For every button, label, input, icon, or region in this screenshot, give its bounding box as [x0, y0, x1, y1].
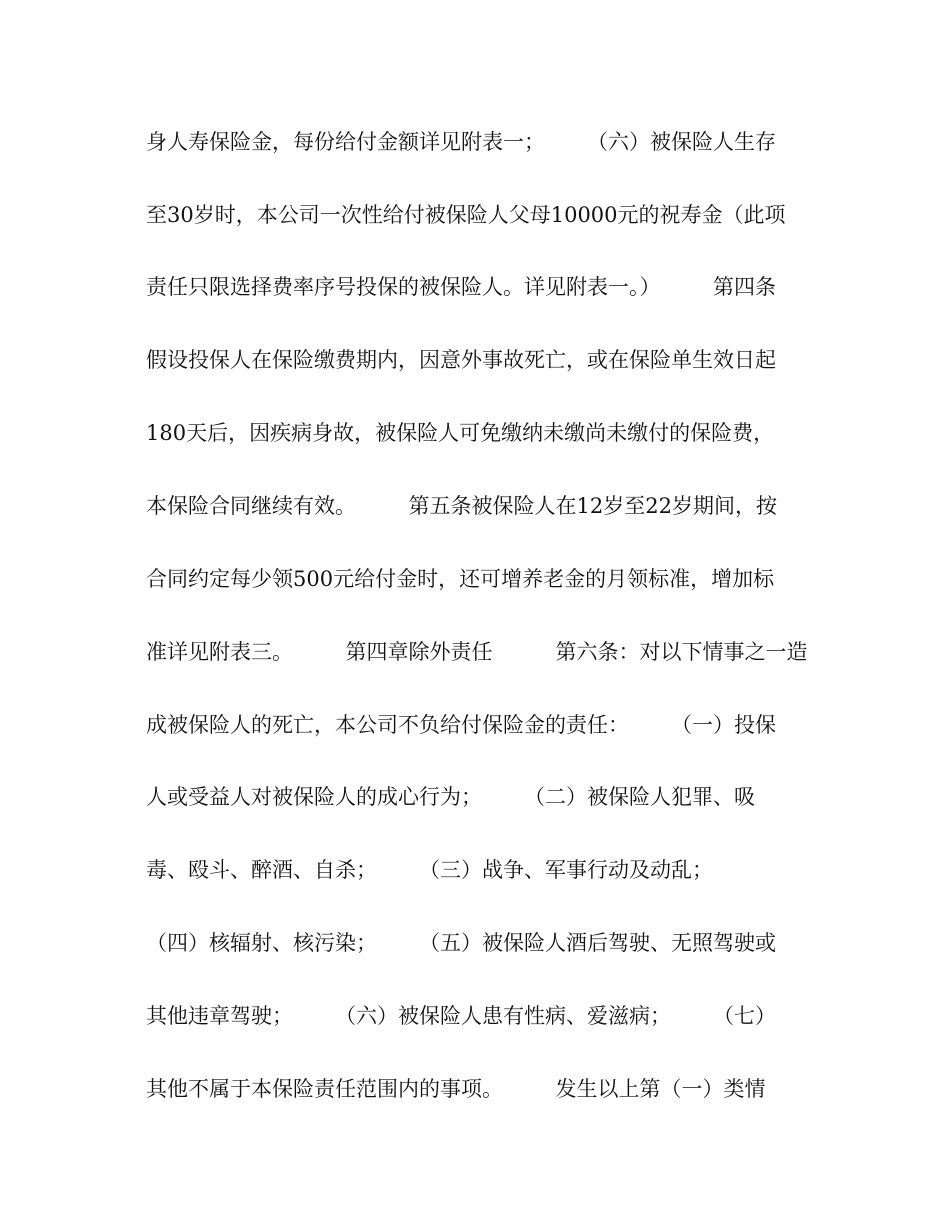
text-line: 合同约定每少领500元给付金时，还可增养老金的月领标准，增加标 — [146, 567, 775, 591]
text-line: 假设投保人在保险缴费期内，因意外事故死亡，或在保险单生效日起 — [146, 348, 776, 372]
text-line: 责任只限选择费率序号投保的被保险人。详见附表一。） 第四条 — [146, 275, 776, 299]
text-line: 毒、殴斗、醉酒、自杀； （三）战争、军事行动及动乱； — [146, 858, 713, 882]
text-line: 成被保险人的死亡，本公司不负给付保险金的责任： （一）投保 — [146, 713, 776, 737]
text-line: 身人寿保险金，每份给付金额详见附表一； （六）被保险人生存 — [146, 130, 776, 154]
text-line: 本保险合同继续有效。 第五条被保险人在12岁至22岁期间，按 — [146, 494, 777, 518]
text-line: 至30岁时，本公司一次性给付被保险人父母10000元的祝寿金（此项 — [146, 203, 786, 227]
text-line: 人或受益人对被保险人的成心行为； （二）被保险人犯罪、吸 — [146, 785, 755, 809]
text-line: （四）核辐射、核污染； （五）被保险人酒后驾驶、无照驾驶或 — [146, 931, 776, 955]
text-line: 180天后，因疾病身故，被保险人可免缴纳未缴尚未缴付的保险费， — [146, 421, 775, 445]
text-line: 准详见附表三。 第四章除外责任 第六条：对以下情事之一造 — [146, 640, 808, 664]
text-line: 其他不属于本保险责任范围内的事项。 发生以上第（一）类情 — [146, 1077, 766, 1101]
text-line: 其他违章驾驶； （六）被保险人患有性病、爱滋病； （七） — [146, 1004, 776, 1028]
